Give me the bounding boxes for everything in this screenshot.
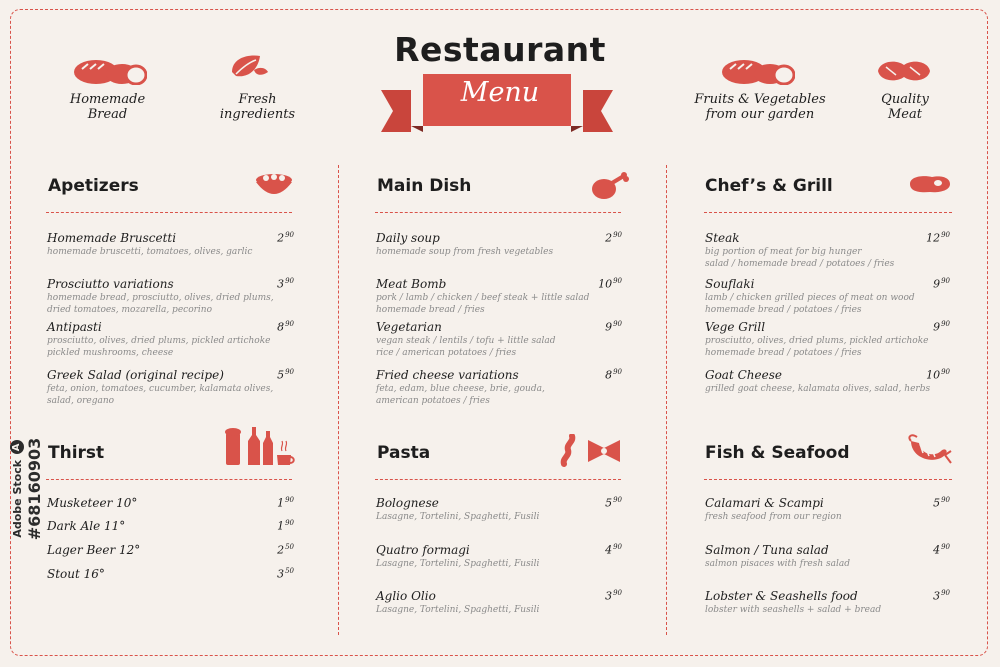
item-name: Bolognese (376, 496, 439, 510)
price-value: 9 (933, 320, 941, 334)
drinks-icon (224, 425, 296, 467)
price-cents: 90 (613, 543, 622, 551)
feature-label: Quality Meat (881, 92, 929, 122)
item-description: salmon pisaces with fresh salad (705, 559, 851, 569)
item-price (254, 567, 294, 581)
price-value: 2 (277, 231, 285, 245)
menu-item (47, 496, 277, 510)
item-price (582, 320, 622, 334)
price-cents: 90 (285, 320, 294, 328)
feature-homemade-bread (55, 92, 160, 122)
section-title-main-dish: Main Dish (377, 176, 472, 196)
item-name: Goat Cheese (705, 368, 782, 382)
section-divider (375, 479, 621, 480)
price-cents: 90 (285, 519, 294, 527)
menu-item (376, 368, 606, 407)
price-cents: 90 (613, 277, 622, 285)
item-description: feta, onion, tomatoes, cucumber, kalamata olives, salad, oregano (47, 384, 274, 406)
stock-watermark (6, 424, 44, 554)
item-price (910, 496, 950, 510)
item-name: Prosciutto variations (47, 277, 174, 291)
column-divider (666, 165, 667, 635)
price-cents: 90 (285, 231, 294, 239)
item-price (582, 368, 622, 382)
price-cents: 90 (941, 589, 950, 597)
item-price (254, 543, 294, 557)
menu-item (47, 567, 277, 581)
feature-quality-meat (860, 92, 950, 122)
adobe-stock-logo-icon: A (10, 440, 24, 454)
menu-item (47, 231, 287, 258)
section-divider (46, 479, 292, 480)
item-price (582, 496, 622, 510)
price-value: 10 (926, 368, 941, 382)
item-name: Souflaki (705, 277, 755, 291)
price-value: 8 (277, 320, 285, 334)
item-description: homemade soup from fresh vegetables (376, 247, 554, 257)
item-price (254, 277, 294, 291)
item-price (910, 231, 950, 245)
price-value: 8 (605, 368, 613, 382)
shrimp-icon (905, 433, 953, 467)
item-name: Daily soup (376, 231, 440, 245)
section-title-pasta: Pasta (377, 443, 431, 463)
price-value: 3 (933, 589, 941, 603)
leaf-icon (228, 52, 270, 84)
price-value: 1 (277, 496, 285, 510)
price-cents: 90 (285, 368, 294, 376)
item-description: lobster with seashells + salad + bread (705, 605, 882, 615)
menu-item (705, 368, 935, 395)
item-name: Aglio Olio (376, 589, 436, 603)
price-value: 9 (933, 277, 941, 291)
price-cents: 90 (941, 320, 950, 328)
menu-item (376, 496, 606, 523)
price-cents: 50 (285, 543, 294, 551)
meat-icon (876, 57, 932, 85)
item-description: prosciutto, olives, dried plums, pickled artichoke homemade bread / potatoes / fries (705, 336, 929, 358)
price-cents: 90 (941, 231, 950, 239)
menu-item (376, 589, 606, 616)
item-price (910, 589, 950, 603)
section-title-apetizers: Apetizers (48, 176, 139, 196)
price-value: 1 (277, 519, 285, 533)
item-price (910, 543, 950, 557)
salad-bowl-icon (252, 172, 296, 198)
menu-item (47, 543, 277, 557)
item-name: Vegetarian (376, 320, 442, 334)
item-name: Steak (705, 231, 740, 245)
item-name: Antipasti (47, 320, 102, 334)
section-divider (46, 212, 292, 213)
bread-icon (720, 55, 795, 85)
section-title-thirst: Thirst (48, 443, 105, 463)
menu-item (47, 277, 287, 316)
item-name: Lobster & Seashells food (705, 589, 858, 603)
price-value: 10 (598, 277, 613, 291)
item-price (254, 231, 294, 245)
menu-item (376, 543, 606, 570)
feature-label: Homemade Bread (69, 92, 146, 122)
item-description: homemade bruscetti, tomatoes, olives, garlic (47, 247, 253, 257)
price-cents: 90 (285, 496, 294, 504)
price-cents: 90 (941, 543, 950, 551)
section-title-fish-seafood: Fish & Seafood (705, 443, 850, 463)
page-title: Restaurant (394, 30, 606, 69)
item-description: vegan steak / lentils / tofu + little salad rice / american potatoes / fries (376, 336, 556, 358)
feature-fruits-vegetables (690, 92, 830, 122)
item-description: prosciutto, olives, dried plums, pickled artichoke pickled mushrooms, cheese (47, 336, 271, 358)
item-price (254, 368, 294, 382)
item-price (582, 277, 622, 291)
item-description: fresh seafood from our region (705, 512, 842, 522)
section-divider (375, 212, 621, 213)
item-name: Homemade Bruscetti (47, 231, 177, 245)
price-cents: 90 (613, 320, 622, 328)
price-value: 2 (277, 543, 285, 557)
menu-item (376, 231, 606, 258)
price-value: 3 (277, 567, 285, 581)
item-price (254, 320, 294, 334)
item-name: Meat Bomb (376, 277, 447, 291)
menu-item (47, 519, 277, 533)
price-value: 9 (605, 320, 613, 334)
price-value: 4 (605, 543, 613, 557)
item-description: big portion of meat for big hunger salad / homemade bread / potatoes / fries (705, 247, 895, 269)
item-name: Calamari & Scampi (705, 496, 824, 510)
section-divider (704, 212, 952, 213)
item-name: Salmon / Tuna salad (705, 543, 829, 557)
item-description: lamb / chicken grilled pieces of meat on wood homemade bread / potatoes / fries (705, 293, 915, 315)
item-name: Stout 16° (47, 567, 105, 581)
menu-item (705, 277, 935, 316)
menu-item (705, 231, 935, 270)
item-description: pork / lamb / chicken / beef steak + little salad homemade bread / fries (376, 293, 590, 315)
item-name: Dark Ale 11° (47, 519, 126, 533)
item-name: Quatro formagi (376, 543, 470, 557)
section-divider (704, 479, 952, 480)
menu-item (705, 589, 935, 616)
item-price (582, 589, 622, 603)
feature-label: Fruits & Vegetables from our garden (694, 92, 826, 122)
item-price (910, 368, 950, 382)
ribbon-text: Menu (460, 77, 540, 108)
menu-item (376, 277, 606, 316)
menu-item (376, 320, 606, 359)
item-description: grilled goat cheese, kalamata olives, salad, herbs (705, 384, 931, 394)
item-description: Lasagne, Tortelini, Spaghetti, Fusili (376, 512, 540, 522)
chicken-leg-icon (590, 171, 630, 201)
menu-item (47, 368, 287, 407)
item-price (582, 231, 622, 245)
item-name: Greek Salad (original recipe) (47, 368, 224, 382)
watermark-id: #68160903 (25, 437, 44, 541)
price-cents: 90 (613, 231, 622, 239)
feature-fresh-ingredients (210, 92, 305, 122)
item-name: Fried cheese variations (376, 368, 519, 382)
pasta-icon (560, 434, 624, 468)
feature-label: Fresh ingredients (219, 92, 296, 122)
column-divider (338, 165, 339, 635)
bread-icon (72, 55, 147, 85)
item-description: homemade bread, prosciutto, olives, dried plums, dried tomatoes, mozarella, pecorino (47, 293, 274, 315)
item-price (254, 519, 294, 533)
price-cents: 50 (285, 567, 294, 575)
price-cents: 90 (941, 277, 950, 285)
item-name: Musketeer 10° (47, 496, 138, 510)
price-cents: 90 (941, 496, 950, 504)
item-price (910, 277, 950, 291)
item-price (910, 320, 950, 334)
item-name: Vege Grill (705, 320, 766, 334)
section-title-chefs-grill: Chef’s & Grill (705, 176, 833, 196)
price-cents: 90 (941, 368, 950, 376)
menu-item (705, 320, 935, 359)
price-cents: 90 (613, 368, 622, 376)
price-cents: 90 (613, 589, 622, 597)
price-value: 4 (933, 543, 941, 557)
item-description: Lasagne, Tortelini, Spaghetti, Fusili (376, 559, 540, 569)
price-value: 5 (933, 496, 941, 510)
item-price (582, 543, 622, 557)
price-value: 2 (605, 231, 613, 245)
item-price (254, 496, 294, 510)
item-description: feta, edam, blue cheese, brie, gouda, american potatoes / fries (376, 384, 545, 406)
price-value: 5 (605, 496, 613, 510)
steak-icon (908, 174, 952, 194)
price-value: 3 (277, 277, 285, 291)
menu-item (47, 320, 287, 359)
watermark-brand: Adobe Stock (11, 459, 24, 538)
price-value: 3 (605, 589, 613, 603)
item-description: Lasagne, Tortelini, Spaghetti, Fusili (376, 605, 540, 615)
item-name: Lager Beer 12° (47, 543, 141, 557)
menu-item (705, 543, 935, 570)
price-cents: 90 (285, 277, 294, 285)
price-cents: 90 (613, 496, 622, 504)
price-value: 12 (926, 231, 941, 245)
menu-item (705, 496, 935, 523)
price-value: 5 (277, 368, 285, 382)
